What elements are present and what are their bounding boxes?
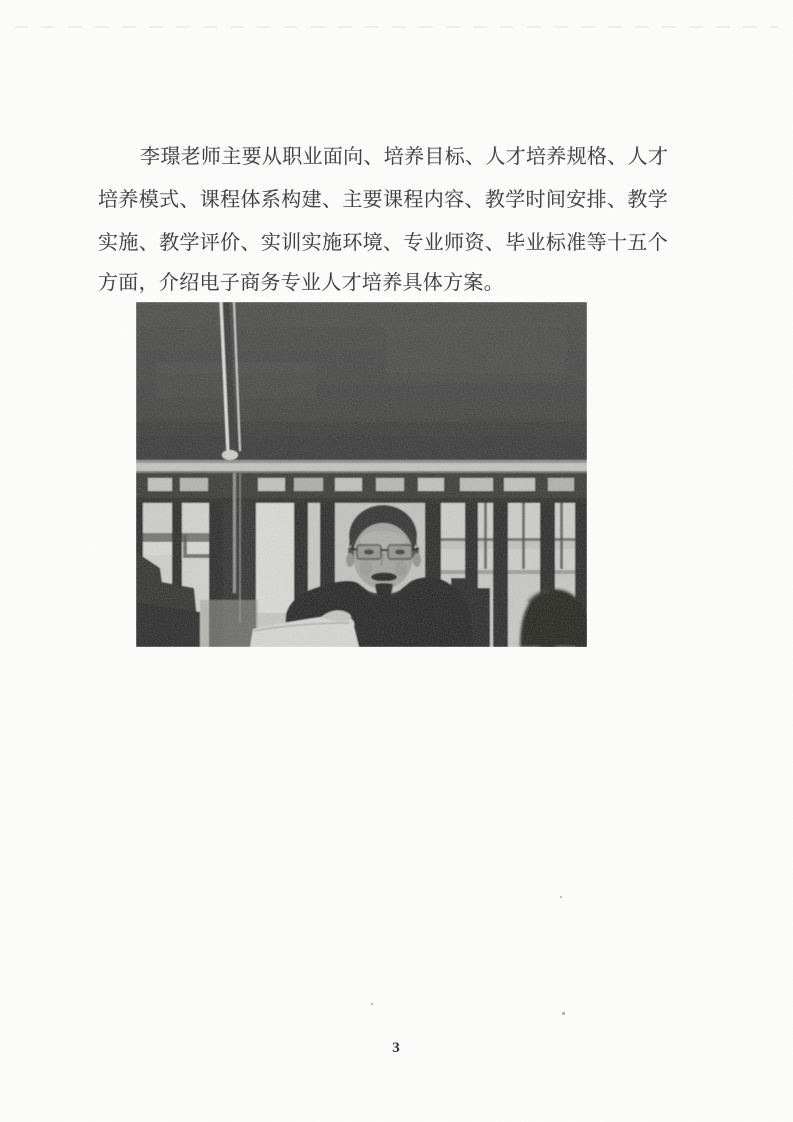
scan-speck	[562, 1012, 565, 1015]
paragraph-line-3: 实 施 、 教 学 评 价 、 实 训 实 施 环 境 、 专 业 师 资 、 毕 业 标 准 等 十 五 个	[98, 232, 668, 254]
scan-speck	[560, 896, 562, 898]
photo-grain	[136, 302, 587, 647]
paragraph-line-2: 培 养 模 式 、 课 程 体 系 构 建 、 主 要 课 程 内 容 、 教 学 时 间 安 排 、 教 学	[98, 189, 668, 211]
page-number: 3	[392, 1040, 401, 1056]
scan-artifact-line	[14, 26, 778, 28]
paragraph-line-4: 方面，介绍电子商务专业人才培养具体方案。	[98, 272, 504, 294]
scan-speck	[371, 1003, 373, 1005]
classroom-photo	[136, 302, 587, 647]
body-paragraph	[98, 133, 668, 305]
paragraph-line-1: 李 璟 老 师 主 要 从 职 业 面 向 、 培 养 目 标 、 人 才 培 养 规 格 、 人 才	[140, 146, 668, 168]
